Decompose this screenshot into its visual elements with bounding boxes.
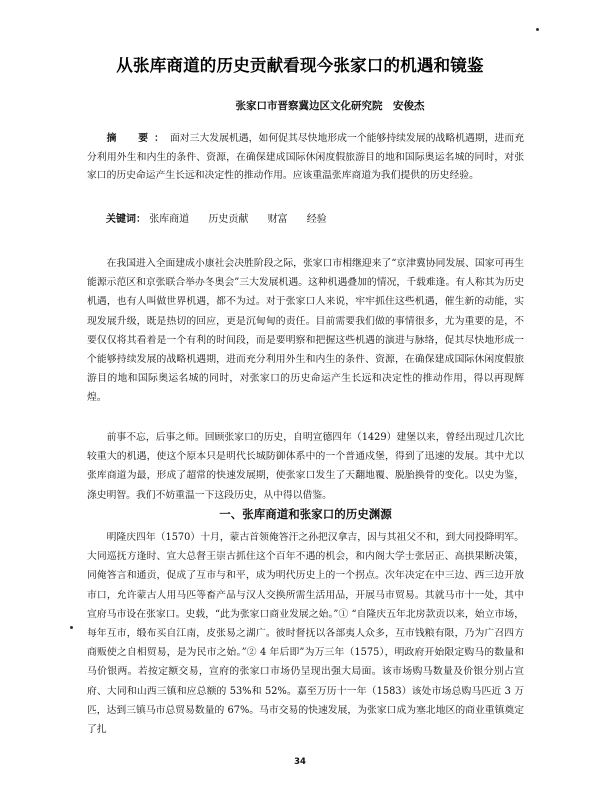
scan-speck: [536, 28, 539, 31]
body-paragraph-1: [87, 254, 524, 408]
paragraph-text: 明隆庆四年（1570）十月，蒙古首领俺答汗之孙把汉拿吉，因与其祖父不和，到大同投降明军。大同巡抚方逢时、宣大总督王崇古抓住这个百年不遇的机会，和内阁大学士张居正、高拱果断决策，同俺答言和通贡，促成了互市与和平，成为明代历史上的一个拐点。次年决定在中三边、西三边开放市口，允许蒙古人用马匹等畜产品与汉人交换所需生活用品，开展马市贸易。其就马市十一处，其中宣府马市设在张家口。史载，“此为张家口商业发展之始。”① “自隆庆五年北房款贡以来，始立市场，每年互市，缎布买自江南，皮张易之湖广。彼时督抚以各部夷人众多，互市钱粮有限，乃为广召四方商贩使之自相贸易，是为民市之始。”② 4 年后即”为万三年（1575），明政府开始限定购马的数量和马价银两。若按定额交易，宣府的张家口市场仍呈现出强大局面。该市场购马数量及价银分别占宣府、大同和山西三镇和应总额的 53%和 52%。嘉至万历十一年（1583）该处市场总购马匹近 3 万匹，达到三镇马市总贸易数量的 67%。马市交易的快速发展，为张家口成为塞北地区的商业重镇奠定了扎: [87, 532, 524, 736]
abstract-text: 面对三大发展机遇，如何促其尽快地形成一个能够持续发展的战略机遇期，进而充分利用外生和内生的条件、资源，在确保建成国际休闲度假旅游目的地和国际奥运名城的同时，对张家口的历史命运产生长远和决定性的推动作用。应该重温张库商道为我们提供的历史经验。: [87, 133, 525, 182]
keyword: 财富: [267, 214, 288, 225]
section-heading: 一、张库商道和张家口的历史渊源: [219, 507, 392, 521]
body-paragraph-3: [87, 528, 524, 739]
keyword: 经验: [306, 214, 327, 225]
page-number: 34: [294, 757, 306, 767]
article-title: 从张库商道的历史贡献看现今张家口的机遇和镜鉴: [116, 56, 484, 75]
abstract-label: 摘 要：: [106, 133, 170, 144]
abstract: [87, 130, 524, 186]
keyword: 历史贡献: [208, 214, 249, 225]
keyword: 张库商道: [149, 214, 190, 225]
author-affiliation: 张家口市晋察冀边区文化研究院 安俊杰: [235, 100, 425, 112]
body-paragraph-2: [87, 428, 524, 505]
keywords: [106, 212, 526, 228]
paragraph-text: 在我国进入全面建成小康社会决胜阶段之际，张家口市相继迎来了“京津冀协同发展、国家可再生能源示范区和京张联合举办冬奥会”三大发展机遇。这种机遇叠加的情况，千载难逢。有人称其为历史机遇，也有人叫做世界机遇，都不为过。对于张家口人来说，牢牢抓住这些机遇，催生新的动能，实现发展升级，既是热切的回应，更是沉甸甸的责任。目前需要我们做的事情很多，尤为重要的是，不要仅仅将其看着是一个有利的时间段，而是要明察和把握这些机遇的演进与脉络，促其尽快地形成一个能够持续发展的战略机遇期，进而充分利用外生和内生的条件、资源，在确保建成国际休闲度假旅游目的地和国际奥运名城的同时，对张家口的历史命运产生长远和决定性的推动作用，得以再现辉煌。: [87, 258, 524, 404]
keywords-label: 关键词：: [106, 214, 146, 225]
paragraph-text: 前事不忘，后事之师。回顾张家口的历史，自明宣德四年（1429）建堡以来，曾经出现过几次比较重大的机遇，使这个原本只是明代长城防御体系中的一个普通戍堡，得到了迅速的发展。其中尤以张库商道为最，形成了超常的快速发展期，使张家口发生了天翻地覆、脱胎换骨的变化。以史为鉴，涤史明智。我们不妨重温一下这段历史，从中得以借鉴。: [87, 432, 524, 501]
scan-speck: [70, 626, 73, 629]
